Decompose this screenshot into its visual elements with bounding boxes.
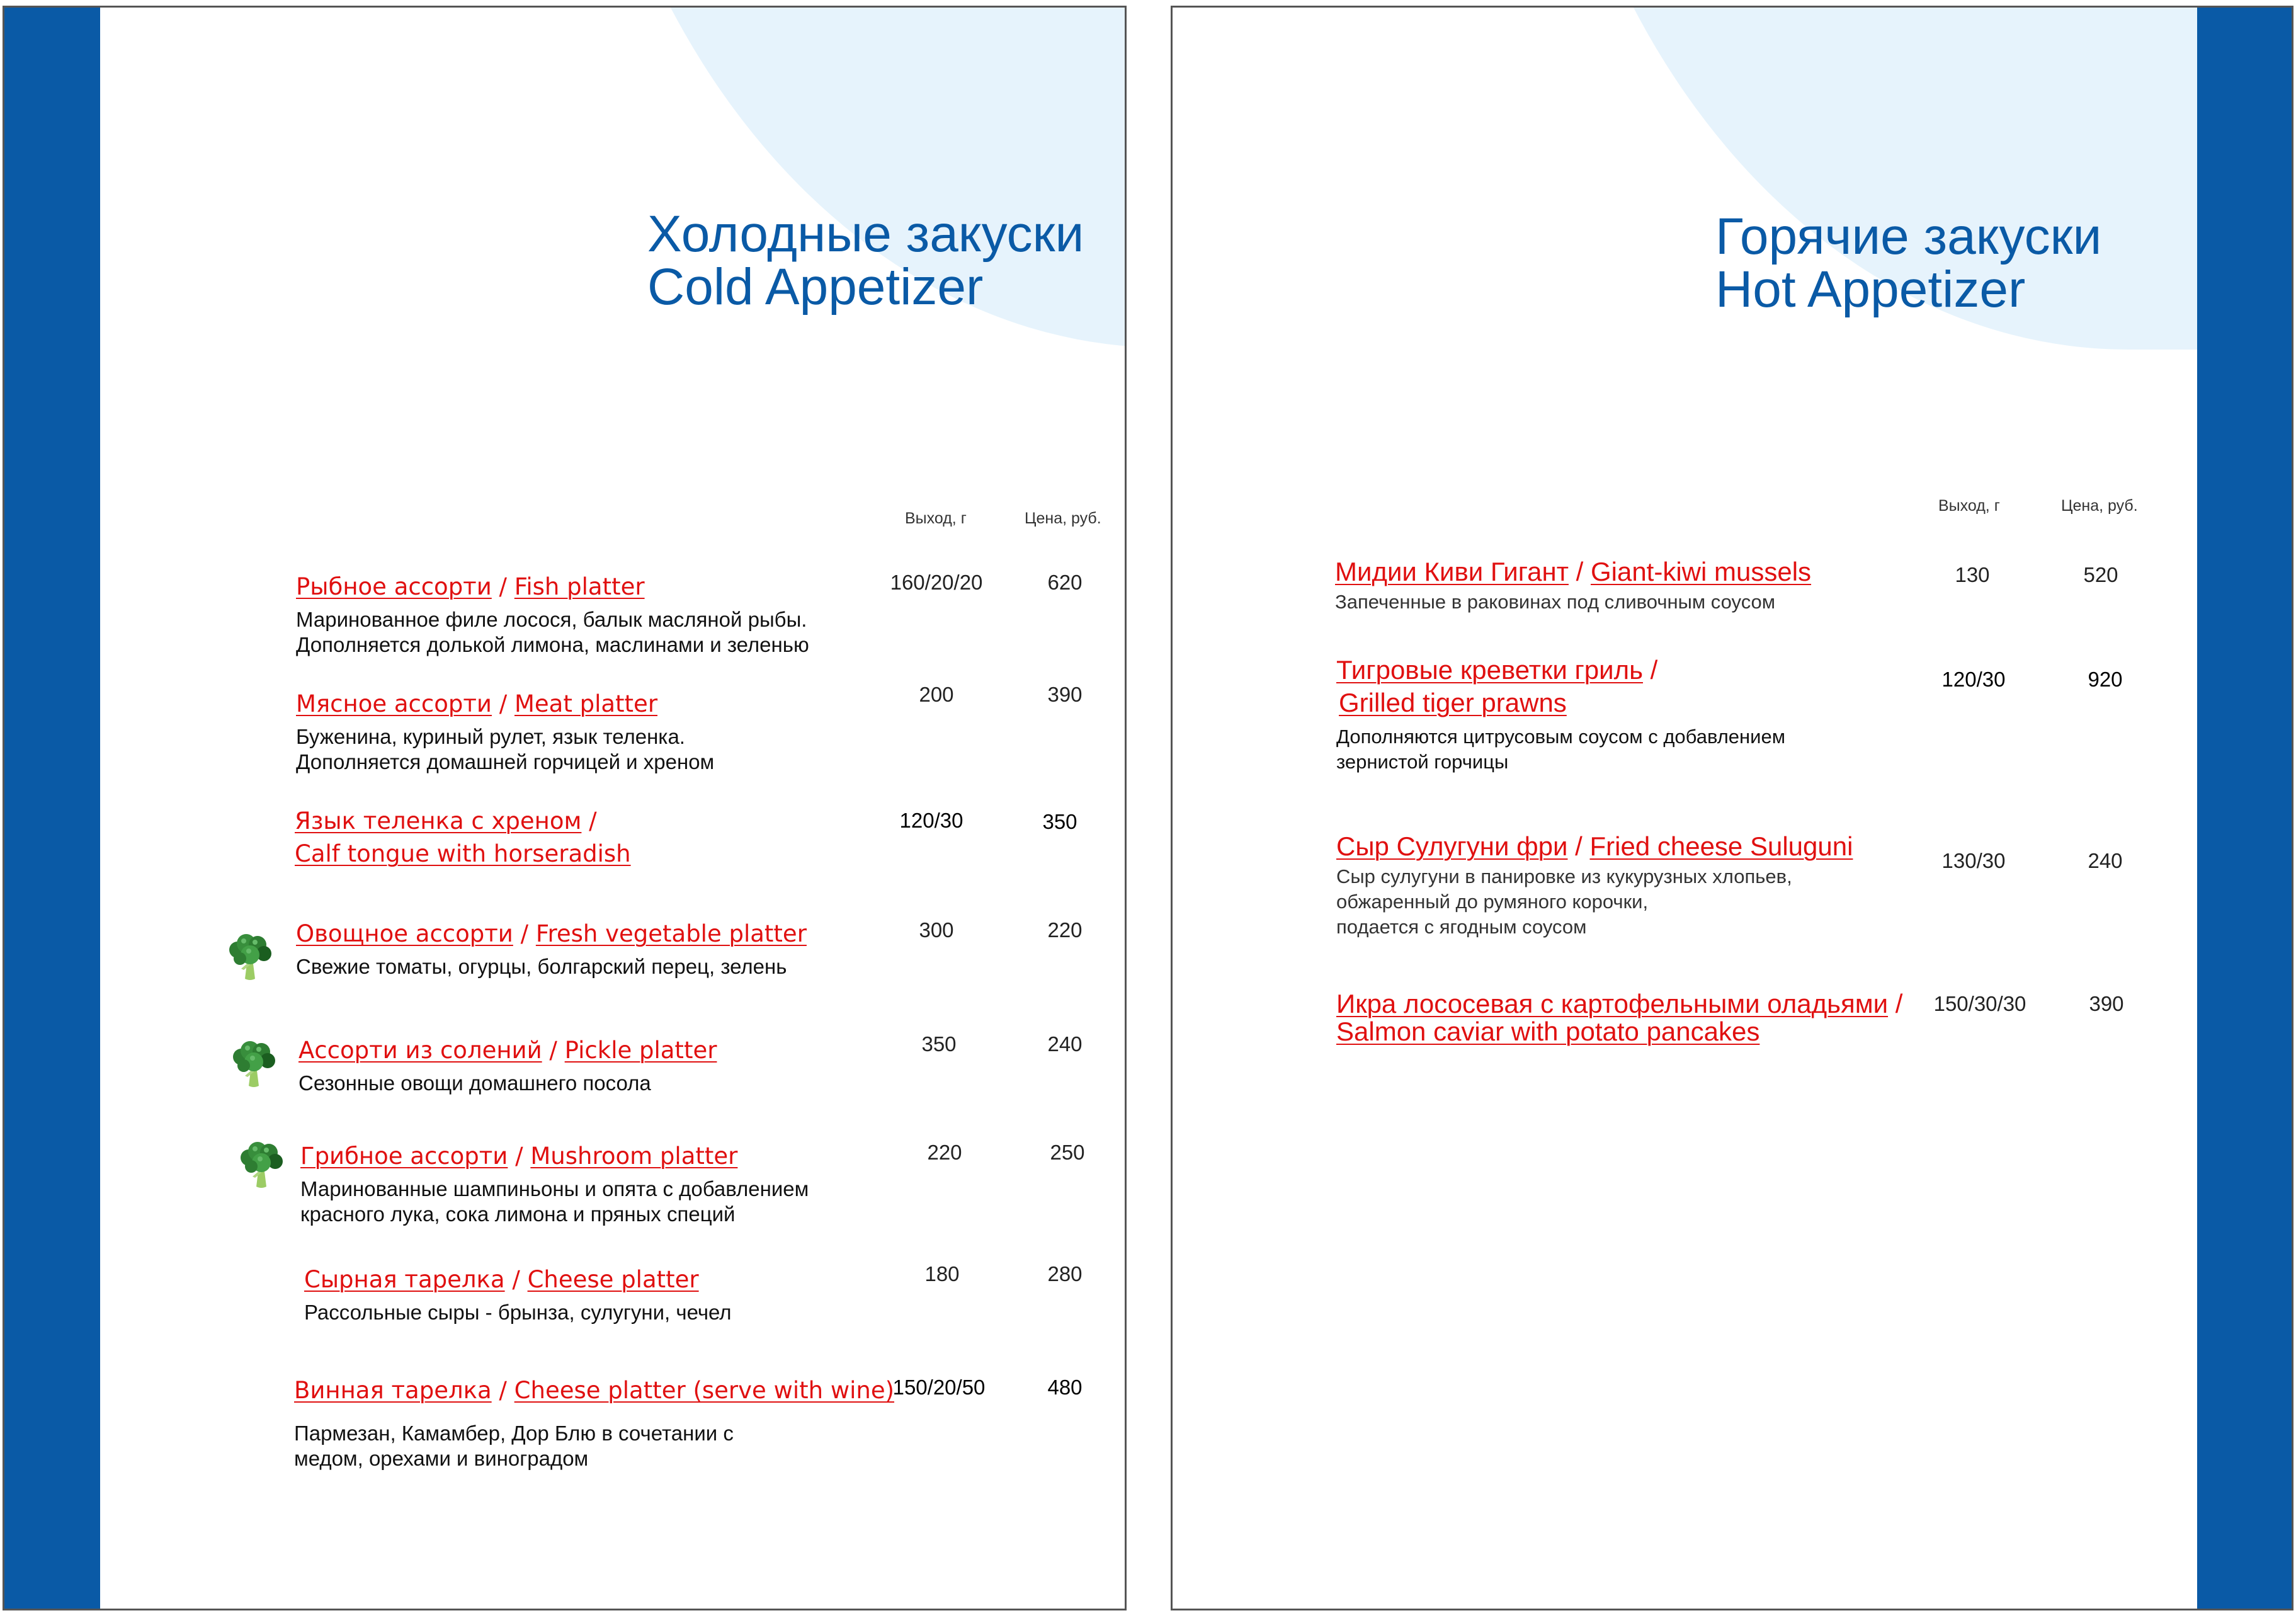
item-price: 240 [1047,1032,1083,1056]
broccoli-icon [229,1038,279,1088]
item-weight: 200 [919,683,954,706]
item-price: 240 [2088,849,2123,872]
menu-item: Мидии Киви Гигант / Giant-kiwi mussels Запеченные в раковинах под сливочным соусом [1335,556,1811,615]
menu-item: Мясное ассорти / Meat platter Буженина, куриный рулет, язык теленка. Дополняется домашней горчицей и хреном [296,690,715,773]
item-name-ru: Рыбное ассорти [296,573,492,600]
item-description: Запеченные в раковинах под сливочным соусом [1335,591,1776,613]
item-description: Пармезан, Камамбер, Дор Блю в сочетании с [294,1422,734,1445]
item-description: Сыр сулугуни в панировке из кукурузных хлопьев, [1336,865,1792,887]
item-description: красного лука, сока лимона и пряных специй [300,1202,736,1226]
item-name-en: Calf tongue with horseradish [295,840,631,867]
menu-page-cold-appetizers [3,6,1127,1610]
item-description: Буженина, куриный рулет, язык теленка. [296,725,685,748]
item-name-ru: Грибное ассорти [300,1143,508,1170]
item-name-ru: Язык теленка с хреном [295,807,582,835]
item-name-ru: Тигровые креветки гриль [1336,655,1643,685]
item-name-en: Salmon caviar with potato pancakes [1336,1017,1760,1046]
item-price: 620 [1047,571,1083,594]
item-name-en: Cheese platter [527,1266,699,1293]
item-price: 250 [1050,1141,1085,1164]
item-name-en: Fresh vegetable platter [535,920,807,947]
item-price: 920 [2088,668,2123,691]
item-weight: 130/30 [1941,849,2006,872]
title-ru: Горячие закуски [1715,208,2102,265]
side-band [4,8,100,1609]
item-name-ru: Овощное ассорти [296,920,513,947]
item-name-ru: Мясное ассорти [296,690,492,717]
item-weight: 150/20/50 [892,1376,986,1399]
page-title [647,205,1084,316]
column-header-weight: Выход, г [1938,497,2000,515]
menu-item: Винная тарелка / Cheese platter (serve with wine) Пармезан, Камамбер, Дор Блю в сочетании с медом, орехами и виноградом [294,1377,895,1470]
item-name-ru: Винная тарелка [294,1377,492,1404]
title-en: Hot Appetizer [1715,261,2026,318]
item-name-en: Meat platter [514,690,658,717]
item-description: Рассольные сыры - брынза, сулугуни, чечел [304,1301,732,1324]
item-price: 350 [1042,810,1077,833]
menu-item: Язык теленка с хреном / Calf tongue with horseradish [295,807,631,867]
menu-item: Овощное ассорти / Fresh vegetable platter Свежие томаты, огурцы, болгарский перец, зелень [296,920,807,978]
item-name-en: Cheese platter (serve with wine) [514,1377,895,1404]
item-name-en: Grilled tiger prawns [1339,688,1567,717]
item-description: Дополняется домашней горчицей и хреном [296,750,715,773]
menu-page-hot-appetizers [1171,6,2293,1610]
item-name-ru: Мидии Киви Гигант [1335,557,1569,586]
item-price: 520 [2083,563,2118,586]
menu-item: Ассорти из солений / Pickle platter Сезонные овощи домашнего посола [298,1037,717,1095]
broccoli-icon [236,1139,287,1189]
item-description: Сезонные овощи домашнего посола [298,1071,651,1095]
item-weight: 160/20/20 [890,571,983,594]
item-name-en: Mushroom platter [530,1143,738,1170]
item-name-ru: Сыр Сулугуни фри [1336,831,1568,861]
item-name-ru: Ассорти из солений [298,1037,542,1064]
item-weight: 220 [927,1141,962,1164]
menu-item: Сырная тарелка / Cheese platter Рассольные сыры - брынза, сулугуни, чечел [304,1266,732,1324]
item-description: зернистой горчицы [1336,751,1509,773]
item-description: Свежие томаты, огурцы, болгарский перец, зелень [296,955,787,978]
item-name-ru: Икра лососевая с картофельными оладьями [1336,989,1889,1018]
item-description: подается с ягодным соусом [1336,916,1587,938]
item-weight: 150/30/30 [1933,992,2026,1015]
menu-item: Тигровые креветки гриль / Grilled tiger prawns Дополняются цитрусовым соусом с добавлением зернистой горчицы [1336,654,1785,775]
item-name-ru: Сырная тарелка [304,1266,505,1293]
menu-item: Рыбное ассорти / Fish platter Маринованное филе лосося, балык масляной рыбы. Дополняется долькой лимона, маслинами и зеленью [296,573,809,656]
item-price: 280 [1047,1262,1083,1285]
menu-item: Сыр Сулугуни фри / Fried cheese Suluguni Сыр сулугуни в панировке из кукурузных хлопьев, обжаренный до румяного корочки, подается с ягодным соусом [1336,830,1853,940]
item-weight: 130 [1955,563,1990,586]
column-header-price: Цена, руб. [2061,497,2138,515]
menu-item: Грибное ассорти / Mushroom platter Маринованные шампиньоны и опята с добавлением красного лука, сока лимона и пряных специй [300,1143,809,1226]
item-description: медом, орехами и виноградом [294,1447,589,1470]
side-band [2197,8,2292,1609]
title-ru: Холодные закуски [647,205,1084,263]
item-weight: 300 [919,918,954,942]
item-price: 480 [1047,1376,1083,1399]
item-description: Маринованные шампиньоны и опята с добавлением [300,1177,809,1200]
item-weight: 120/30 [899,809,963,832]
item-name-en: Pickle platter [564,1037,717,1064]
item-price: 390 [1047,683,1083,706]
page-title [1715,210,2101,316]
item-price: 390 [2089,992,2124,1015]
item-description: Дополняются цитрусовым соусом с добавлением [1336,726,1786,748]
item-description: обжаренный до румяного корочки, [1336,891,1649,913]
item-description: Дополняется долькой лимона, маслинами и зеленью [296,633,809,656]
item-name-en: Giant-kiwi mussels [1590,557,1812,586]
item-weight: 180 [924,1262,960,1285]
item-name-en: Fried cheese Suluguni [1589,831,1853,861]
column-header-price: Цена, руб. [1025,510,1101,527]
item-description: Маринованное филе лосося, балык масляной рыбы. [296,608,807,631]
broccoli-icon [225,931,275,981]
item-weight: 120/30 [1941,668,2006,691]
item-name-en: Fish platter [514,573,645,600]
column-header-weight: Выход, г [905,510,967,527]
item-price: 220 [1047,918,1083,942]
title-en: Cold Appetizer [647,258,984,316]
item-weight: 350 [921,1032,957,1056]
menu-item: Икра лососевая с картофельными оладьями / Salmon caviar with potato pancakes [1336,989,1903,1046]
